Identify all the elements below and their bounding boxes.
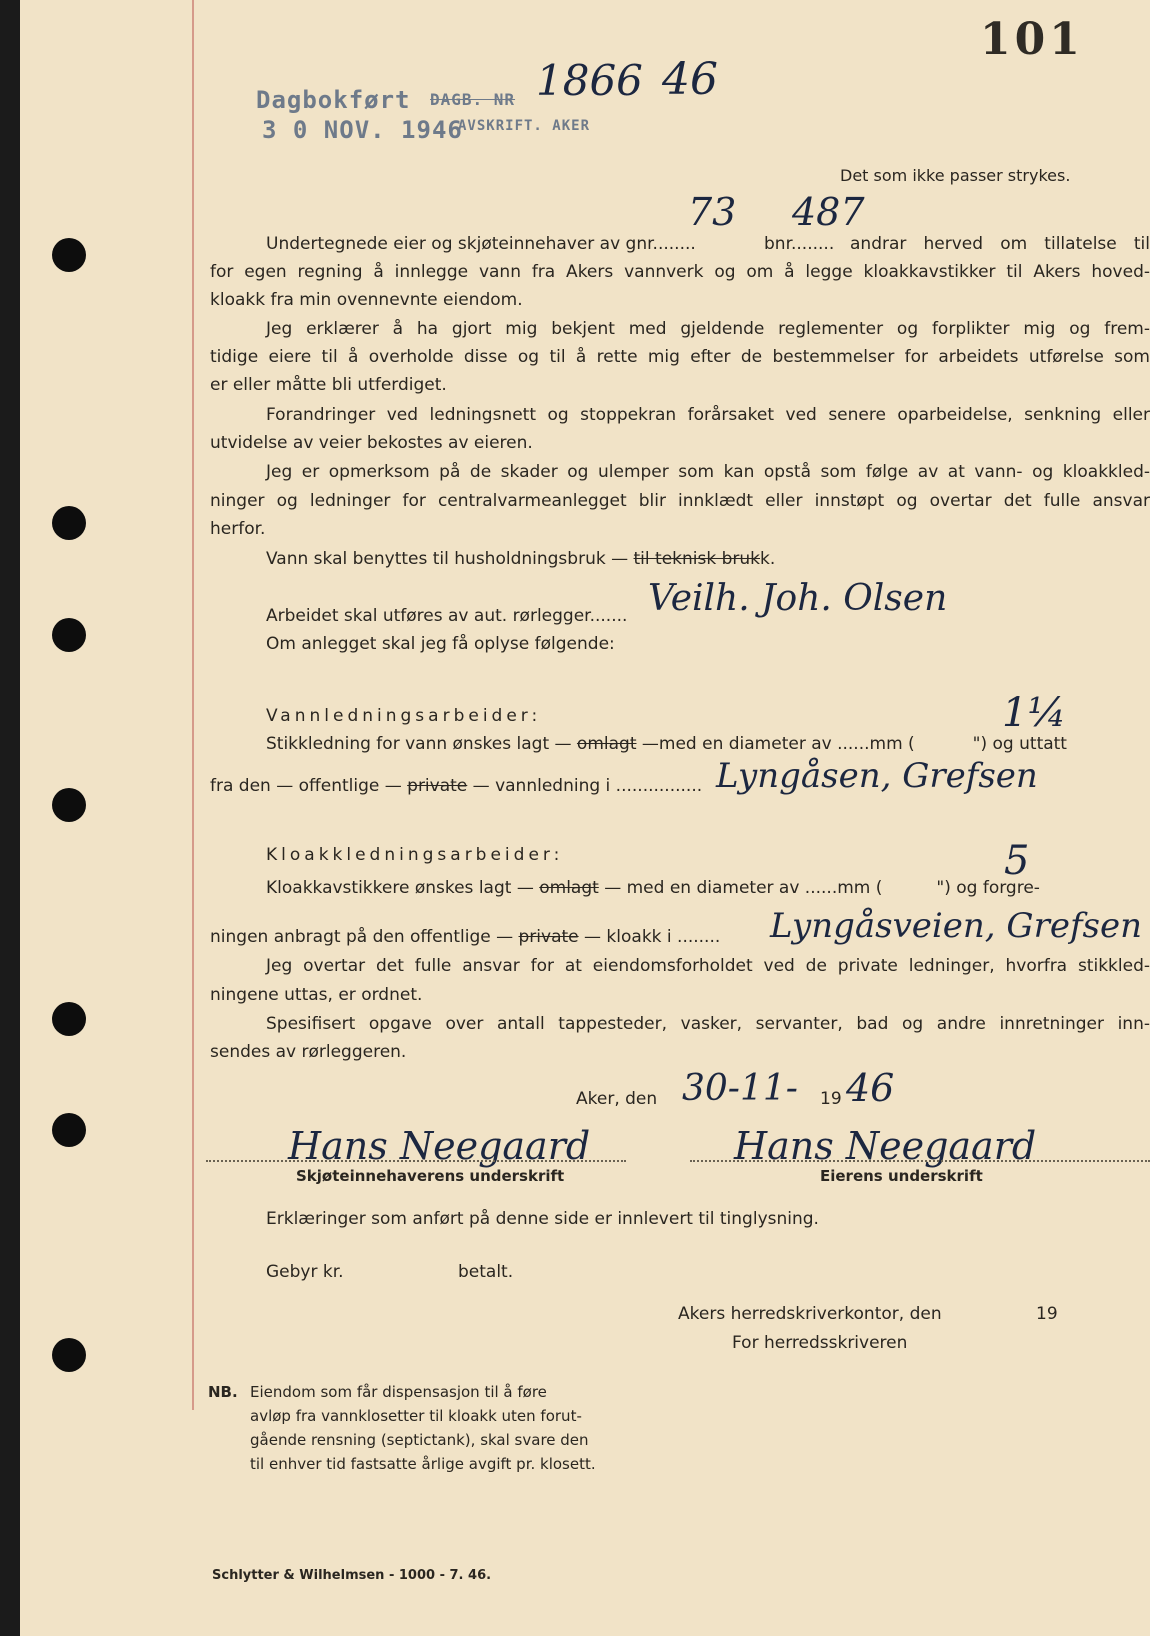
date-handwritten: 30-11- [682, 1068, 798, 1109]
nb-line3: gående rensning (septictank), skal svare den [250, 1431, 589, 1449]
journal-year-handwritten: 46 [662, 54, 718, 105]
office-year: 19 [1036, 1304, 1058, 1324]
water-diameter-handwritten: 1¼ [1002, 690, 1067, 736]
water-line1-struck: omlagt [576, 734, 637, 754]
signature-line-left [206, 1160, 626, 1162]
stamp-dagb-nr: DAGB. NR [430, 90, 516, 109]
declaration: Erklæringer som anført på denne side er innlevert til tinglysning. [266, 1209, 819, 1229]
water-line2-b: — vannledning i ................ [472, 776, 703, 796]
bnr-handwritten: 487 [792, 190, 865, 234]
plumber-handwritten: Veilh. Joh. Olsen [648, 578, 948, 619]
owner-signature-left: Hans Neegaard [288, 1124, 591, 1168]
para6-line1: Spesifisert opgave over antall tappesteder, vasker, servanter, bad og andre innretninger inn- [266, 1014, 1150, 1034]
sewer-line1-c: ") og forgre- [936, 878, 1040, 898]
para3-line2: utvidelse av veier bekostes av eieren. [210, 433, 533, 453]
fee-label: Gebyr kr. [266, 1262, 344, 1282]
water-line1-a: Stikkledning for vann ønskes lagt — [266, 734, 572, 754]
plumber-label: Arbeidet skal utføres av aut. rørlegger....... [266, 606, 628, 626]
sewer-line1-b: — med en diameter av ......mm ( [604, 878, 883, 898]
deed-holder-signature-label: Skjøteinnehaverens underskrift [296, 1167, 565, 1185]
water-line2-a: fra den — offentlige — [210, 776, 402, 796]
sewer-line2 [210, 926, 720, 948]
water-section-heading: Vannledningsarbeider: [266, 706, 542, 726]
water-line1-c: ") og uttatt [972, 734, 1067, 754]
water-use-struck: til teknisk bruk [633, 549, 761, 569]
punch-hole-icon [52, 618, 86, 652]
stamp-date: 3 0 NOV. 1946 [262, 116, 463, 144]
water-street-handwritten: Lyngåsen, Grefsen [716, 756, 1038, 796]
para4-line2: ninger og ledninger for centralvarmeanlegget blir innklædt eller innstøpt og overtar det fulle ansvar [210, 491, 1150, 511]
water-line1-b: —med en diameter av ......mm ( [641, 734, 915, 754]
sewer-street-handwritten: Lyngåsveien, Grefsen [770, 906, 1142, 946]
para2-line1: Jeg erklærer å ha gjort mig bekjent med gjeldende reglementer og forplikter mig og frem- [266, 319, 1150, 339]
signature-line-right [690, 1160, 1150, 1162]
page-number: 101 [980, 14, 1084, 65]
para2-line2: tidige eiere til å overholde disse og til å rette mig efter de bestemmelser for arbeidets utførelse som [210, 347, 1150, 367]
para1-line1-b: bnr........ [764, 234, 835, 254]
owner-signature-right: Hans Neegaard [734, 1124, 1037, 1168]
sewer-line2-a: ningen anbragt på den offentlige — [210, 927, 514, 947]
sewer-line1 [266, 877, 1040, 899]
para4-line3: herfor. [210, 519, 266, 539]
gnr-handwritten: 73 [688, 190, 737, 234]
punch-hole-icon [52, 1113, 86, 1147]
punch-hole-icon [52, 1338, 86, 1372]
para1-line1-c: andrar herved om tillatelse til [850, 234, 1150, 254]
punch-hole-icon [52, 788, 86, 822]
date-year-prefix: 19 [820, 1089, 842, 1109]
nb-line1: Eiendom som får dispensasjon til å føre [250, 1383, 547, 1401]
nb-line4: til enhver tid fastsatte årlige avgift pr. klosett. [250, 1455, 596, 1473]
margin-rule [192, 0, 194, 1410]
punch-hole-icon [52, 1002, 86, 1036]
para1-line2: for egen regning å innlegge vann fra Akers vannverk og om å legge kloakkavstikker til Akers hoved- [210, 262, 1150, 282]
nb-label: NB. [208, 1383, 238, 1401]
para5-line2: ningene uttas, er ordnet. [210, 985, 423, 1005]
document-page [20, 0, 1150, 1636]
para1-line1-a: Undertegnede eier og skjøteinnehaver av gnr........ [266, 234, 696, 254]
office-line2: For herredsskriveren [732, 1333, 908, 1353]
sewer-line2-b: — kloakk i ........ [584, 927, 721, 947]
para4-line1: Jeg er opmerksom på de skader og ulemper som kan opstå som følge av at vann- og kloakkled- [266, 462, 1150, 482]
water-use-text: Vann skal benyttes til husholdningsbruk — [266, 549, 629, 569]
water-use-line [266, 548, 775, 570]
para5-line1: Jeg overtar det fulle ansvar for at eiendomsforholdet ved de private ledninger, hvorfra stikkled- [266, 956, 1150, 976]
inform-line: Om anlegget skal jeg få oplyse følgende: [266, 634, 615, 654]
water-use-end: k. [760, 549, 776, 569]
stamp-dagbokfort: Dagbokført [256, 86, 411, 114]
sewer-diameter-handwritten: 5 [1004, 838, 1030, 884]
office-line1: Akers herredskriverkontor, den [678, 1304, 942, 1324]
printer-imprint: Schlytter & Wilhelmsen - 1000 - 7. 46. [212, 1568, 492, 1583]
stamp-avskrift: AVSKRIFT. AKER [458, 118, 591, 134]
water-line2 [210, 775, 702, 797]
sewer-line1-struck: omlagt [539, 878, 599, 898]
water-line2-struck: private [407, 776, 468, 796]
date-label: Aker, den [576, 1089, 658, 1109]
nb-line2: avløp fra vannklosetter til kloakk uten forut- [250, 1407, 582, 1425]
owner-signature-label: Eierens underskrift [820, 1167, 983, 1185]
journal-number-handwritten: 1866 [536, 56, 643, 105]
para2-line3: er eller måtte bli utferdiget. [210, 375, 447, 395]
sewer-section-heading: Kloakkledningsarbeider: [266, 845, 564, 865]
sewer-line2-struck: private [518, 927, 579, 947]
water-line1 [266, 733, 1067, 755]
para6-line2: sendes av rørleggeren. [210, 1042, 407, 1062]
sewer-line1-a: Kloakkavstikkere ønskes lagt — [266, 878, 534, 898]
para1-line3: kloakk fra min ovennevnte eiendom. [210, 290, 523, 310]
date-year-handwritten: 46 [846, 1066, 895, 1110]
para3-line1: Forandringer ved ledningsnett og stoppekran forårsaket ved senere oparbeidelse, senkning eller [266, 405, 1150, 425]
fee-paid: betalt. [458, 1262, 514, 1282]
header-note: Det som ikke passer strykes. [840, 166, 1071, 185]
punch-hole-icon [52, 238, 86, 272]
punch-hole-icon [52, 506, 86, 540]
